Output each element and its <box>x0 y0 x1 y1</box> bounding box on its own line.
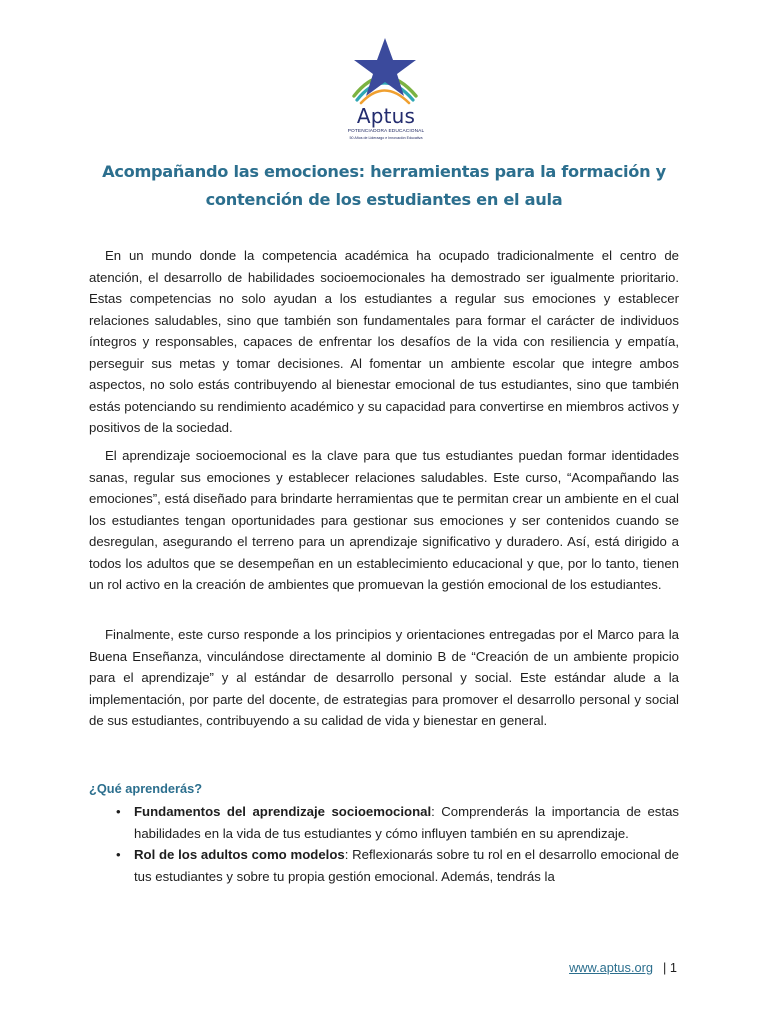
logo-tagline: POTENCIADORA EDUCACIONAL <box>347 129 425 134</box>
list-item-heading: Fundamentos del aprendizaje socioemocional <box>134 804 432 819</box>
paragraph-course-description: El aprendizaje socioemocional es la clave para que tus estudiantes puedan formar identidades sanas, regular sus emociones y establecer relaciones saludables. Este curso, “Acompañando las emociones”, está diseñado para brindarte herramientas que te permitan crear un ambiente en el cual los estudiantes tengan oportunidades para gestionar sus emociones y ser contenidos cuando se desregulan, asegurando el terreno para un aprendizaje significativo y duradero. Así, está dirigido a todos los adultos que se desempeñan en un establecimiento educacional y que, por lo tanto, tienen un rol activo en la creación de ambientes que promuevan la gestión emocional de los estudiantes. <box>89 448 679 592</box>
page-footer <box>569 960 677 975</box>
list-item-heading: Rol de los adultos como modelos <box>134 847 345 862</box>
website-link[interactable]: www.aptus.org <box>569 960 653 975</box>
bullet-icon: • <box>116 804 121 819</box>
document-title: Acompañando las emociones: herramientas para la formación y contención de los estudiantes en el aula <box>102 162 666 209</box>
section-heading-learn: ¿Qué aprenderás? <box>89 781 203 796</box>
list-item <box>89 801 679 844</box>
list-item-text: : Reflexionarás sobre tu rol en el desarrollo emocional de tus estudiantes y sobre tu propia gestión emocional. Además, tendrás la <box>134 847 679 884</box>
list-item-text: : Comprenderás la importancia de estas habilidades en la vida de tus estudiantes y cómo influyen también en su aprendizaje. <box>134 804 679 841</box>
paragraph-intro: En un mundo donde la competencia académica ha ocupado tradicionalmente el centro de atención, el desarrollo de habilidades socioemocionales ha demostrado ser igualmente prioritario. Estas competencias no solo ayudan a los estudiantes a regular sus emociones y establecer relaciones saludables, sino que también son fundamentales para formar el carácter de individuos íntegros y responsables, capaces de enfrentar los desafíos de la vida con resiliencia y empatía, perseguir sus metas y tomar decisiones. Al fomentar un ambiente escolar que integre ambos aspectos, no solo estás contribuyendo al bienestar emocional de tus estudiantes, sino que también estás potenciando su rendimiento académico y su capacidad para convertirse en miembros activos y positivos de la sociedad. <box>89 248 679 435</box>
paragraph-standards: Finalmente, este curso responde a los principios y orientaciones entregadas por el Marco para la Buena Enseñanza, vinculándose directamente al dominio B de “Creación de un ambiente propicio para el aprendizaje” y al estándar de desarrollo personal y social. Este estándar alude a la implementación, por parte del docente, de estrategias para promover el desarrollo personal y social de sus estudiantes, contribuyendo a su calidad de vida y bienestar en general. <box>89 627 679 728</box>
learning-list <box>89 801 679 887</box>
page-number: | 1 <box>663 960 677 975</box>
bullet-icon: • <box>116 847 121 862</box>
logo-subtagline: 50 Años de Liderazgo e Innovación Educativa <box>349 136 423 140</box>
list-item <box>89 844 679 887</box>
logo-name: Aptus <box>356 104 416 128</box>
